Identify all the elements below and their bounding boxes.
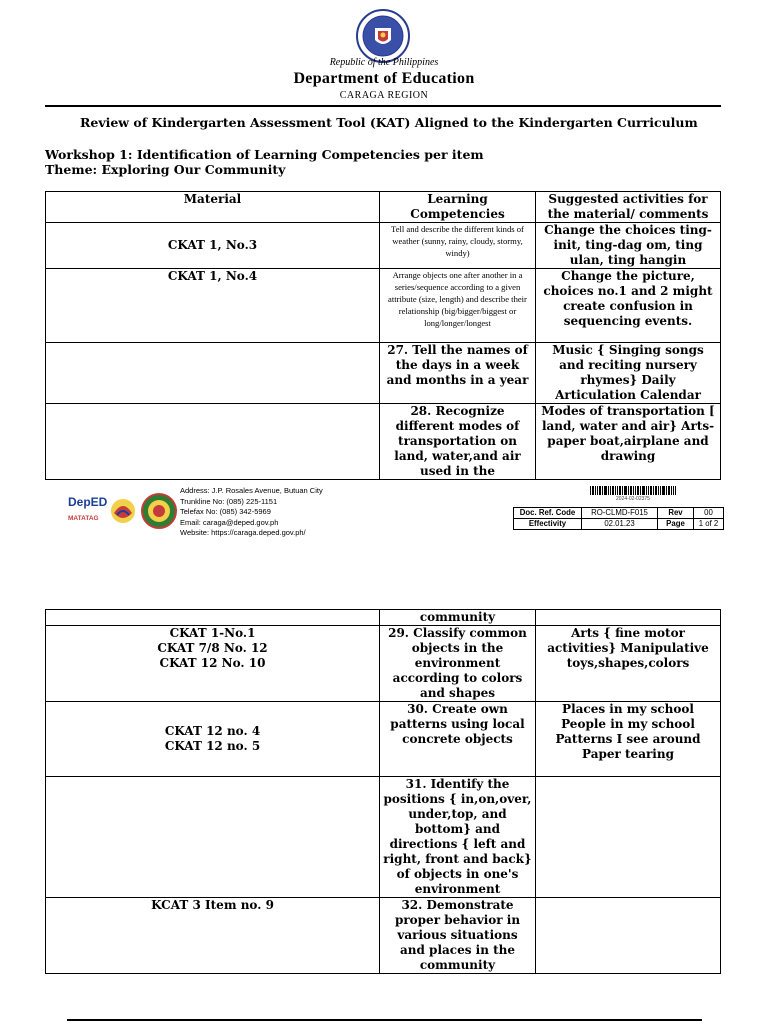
doc-ref-value: RO-CLMD-F015 xyxy=(582,508,658,519)
workshop-label: Workshop 1: Identification of Learning Competencies per item xyxy=(45,147,484,162)
email-text: Email: caraga@deped.gov.ph xyxy=(180,517,279,527)
footer-contact xyxy=(180,486,323,539)
effectivity-label: Effectivity xyxy=(514,519,582,530)
svg-text:MATATAG: MATATAG xyxy=(68,515,99,522)
table-header-row xyxy=(46,192,721,223)
header-divider xyxy=(45,105,721,107)
table-row xyxy=(46,702,721,777)
activity-cell xyxy=(536,777,721,898)
effectivity-value: 02.01.23 xyxy=(582,519,658,530)
theme-label: Theme: Exploring Our Community xyxy=(45,162,286,177)
activity-header: Suggested activities for the material/ comments xyxy=(536,192,721,223)
competency-cell: 31. Identify the positions { in,on,over, under,top, and bottom} and directions { left and right, front and back} of objects in one's environment xyxy=(380,777,536,898)
material-cell: CKAT 1, No.4 xyxy=(46,269,380,343)
website-text: Website: https://caraga.deped.gov.ph/ xyxy=(180,528,306,538)
document-title: Review of Kindergarten Assessment Tool (KAT) Aligned to the Kindergarten Curriculum xyxy=(80,115,698,130)
table-row xyxy=(46,269,721,343)
activity-cell: Change the choices ting-init, ting-dag om, ting ulan, ting hangin xyxy=(536,223,721,269)
material-cell xyxy=(46,777,380,898)
barcode-number: 2024-02-02375 xyxy=(616,496,650,502)
deped-matatag-logos xyxy=(67,491,177,531)
competency-cell: 27. Tell the names of the days in a week and months in a year xyxy=(380,343,536,404)
bottom-divider xyxy=(67,1019,702,1021)
activity-cell: Places in my school People in my school Patterns I see around Paper tearing xyxy=(536,702,721,777)
competency-cell: 32. Demonstrate proper behavior in various situations and places in the community xyxy=(380,898,536,974)
telefax-text: Telefax No: (085) 342-5969 xyxy=(180,507,271,517)
deped-seal-logo xyxy=(355,8,411,64)
activity-cell: Arts { fine motor activities} Manipulative toys,shapes,colors xyxy=(536,626,721,702)
material-cell xyxy=(46,404,380,480)
trunkline-text: Trunkline No: (085) 225-1151 xyxy=(180,496,278,506)
republic-label: Republic of the Philippines xyxy=(329,57,439,68)
material-cell: CKAT 1, No.3 xyxy=(46,223,380,269)
material-cell xyxy=(46,610,380,626)
region-label: CARAGA REGION xyxy=(339,90,429,101)
table-row xyxy=(46,404,721,480)
competency-header: Learning Competencies xyxy=(380,192,536,223)
competency-cell: community xyxy=(380,610,536,626)
table-row xyxy=(46,343,721,404)
material-cell: KCAT 3 Item no. 9 xyxy=(46,898,380,974)
competency-cell: Arrange objects one after another in a series/sequence according to a given attribute (size, length) and describe their relationship (big/bigger/biggest or long/longer/longest xyxy=(380,269,536,343)
competency-cell: 28. Recognize different modes of transportation on land, water,and air used in the xyxy=(380,404,536,480)
document-reference-table xyxy=(513,507,724,530)
table-row xyxy=(46,777,721,898)
table-row xyxy=(46,610,721,626)
rev-label: Rev xyxy=(658,508,694,519)
activity-cell: Music { Singing songs and reciting nursery rhymes} Daily Articulation Calendar xyxy=(536,343,721,404)
department-name: Department of Education xyxy=(293,70,475,87)
svg-text:DepED: DepED xyxy=(68,495,108,509)
material-cell xyxy=(46,343,380,404)
competency-cell: 29. Classify common objects in the environment according to colors and shapes xyxy=(380,626,536,702)
activity-cell: Change the picture, choices no.1 and 2 might create confusion in sequencing events. xyxy=(536,269,721,343)
activity-cell xyxy=(536,898,721,974)
material-header: Material xyxy=(46,192,380,223)
activity-cell: Modes of transportation [ land, water and air} Arts- paper boat,airplane and drawing xyxy=(536,404,721,480)
competency-table-page-2 xyxy=(45,609,721,974)
table-row xyxy=(46,898,721,974)
table-row xyxy=(46,223,721,269)
page-label: Page xyxy=(658,519,694,530)
page-value: 1 of 2 xyxy=(694,519,724,530)
table-row xyxy=(46,626,721,702)
rev-value: 00 xyxy=(694,508,724,519)
address-text: Address: J.P. Rosales Avenue, Butuan City xyxy=(180,486,323,495)
footer-logos xyxy=(67,491,177,535)
activity-cell xyxy=(536,610,721,626)
doc-ref-label: Doc. Ref. Code xyxy=(514,508,582,519)
competency-table-page-1 xyxy=(45,191,721,480)
competency-cell: Tell and describe the different kinds of weather (sunny, rainy, cloudy, stormy, windy) xyxy=(380,223,536,269)
barcode-icon xyxy=(590,486,676,495)
competency-cell: 30. Create own patterns using local concrete objects xyxy=(380,702,536,777)
material-cell: CKAT 12 no. 4 CKAT 12 no. 5 xyxy=(46,702,380,777)
material-cell: CKAT 1-No.1 CKAT 7/8 No. 12 CKAT 12 No. 10 xyxy=(46,626,380,702)
